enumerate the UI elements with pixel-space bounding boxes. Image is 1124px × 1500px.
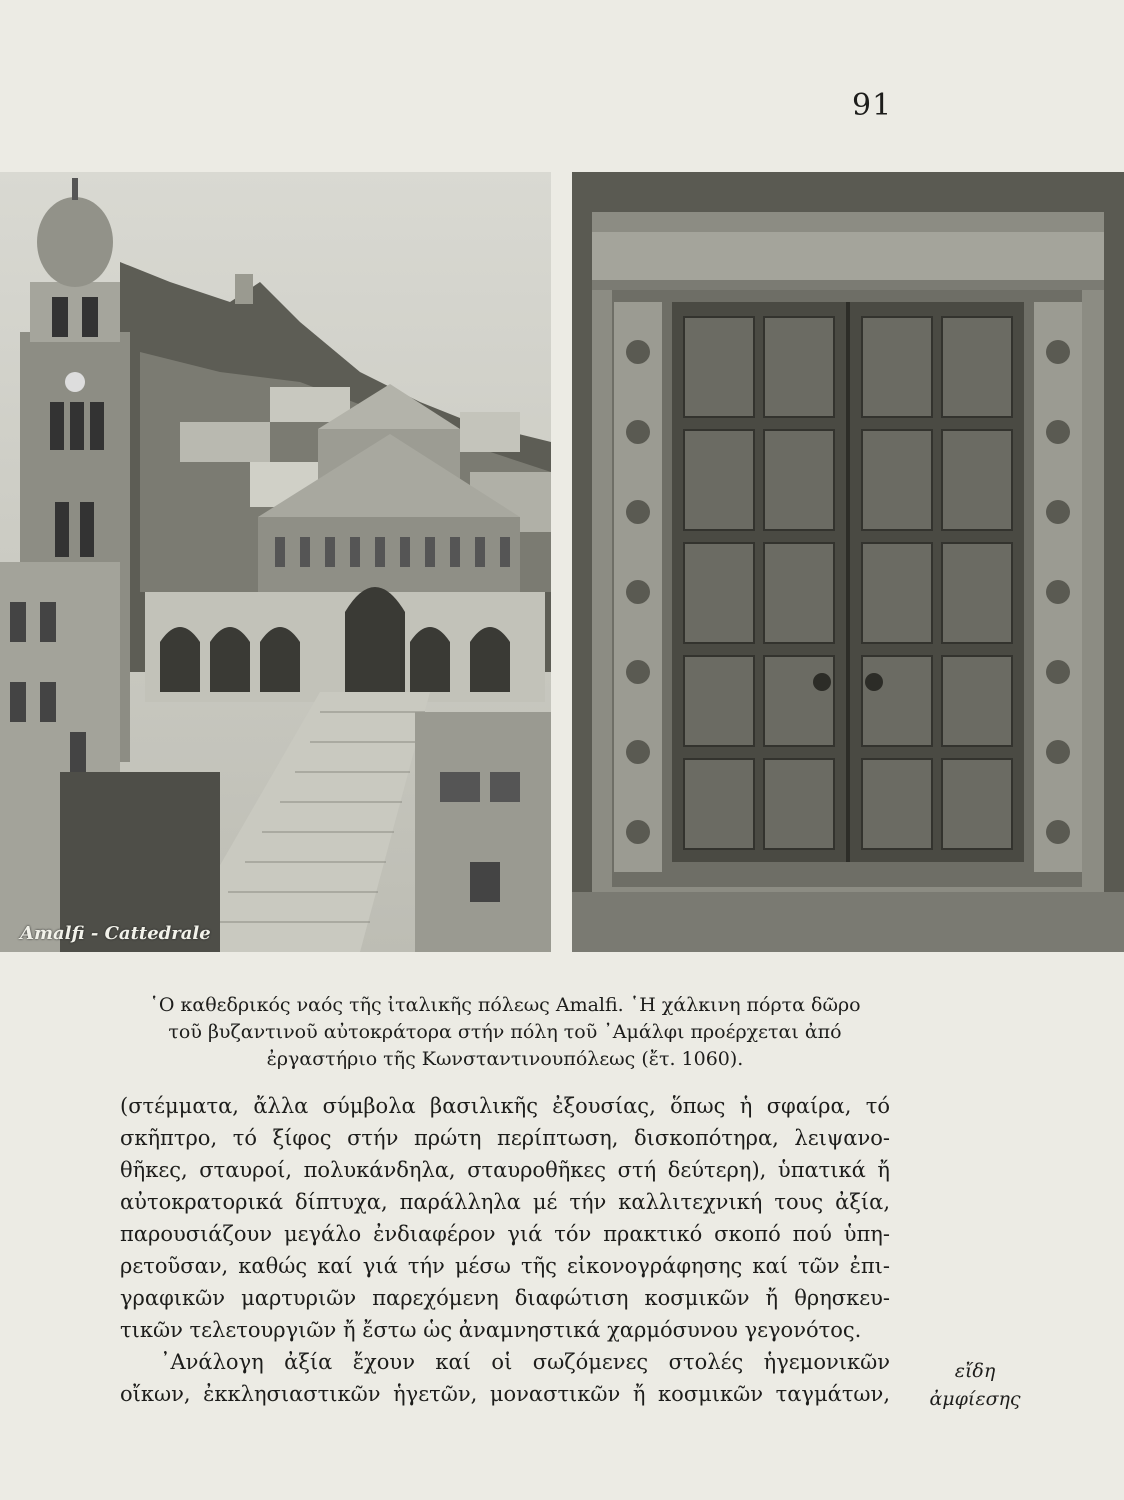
cathedral-illustration xyxy=(0,172,551,952)
bronze-door-photo xyxy=(572,172,1124,952)
body-line: ρετοῦσαν, καθώς καί γιά τήν μέσω τῆς εἰκονογράφησης καί τῶν ἐπι- xyxy=(120,1254,890,1278)
caption-line: ἐργαστήριο τῆς Κωνσταντινουπόλεως (ἔτ. 1060). xyxy=(266,1048,744,1070)
body-line: οἴκων, ἐκκλησιαστικῶν ἡγετῶν, μοναστικῶν ἤ κοσμικῶν ταγμάτων, xyxy=(120,1382,890,1406)
body-line: (στέμματα, ἄλλα σύμβολα βασιλικῆς ἐξουσίας, ὅπως ἡ σφαίρα, τό xyxy=(120,1094,890,1118)
photo-caption-overlay: Amalfi - Cattedrale xyxy=(20,923,211,944)
body-line: παρουσιάζουν μεγάλο ἐνδιαφέρον γιά τόν πρακτικό σκοπό πού ὑπη- xyxy=(120,1222,890,1246)
body-text xyxy=(120,1090,890,1410)
figure-caption xyxy=(120,992,890,1073)
body-line: αὐτοκρατορικά δίπτυχα, παράλληλα μέ τήν καλλιτεχνική τους ἀξία, xyxy=(120,1190,890,1214)
body-line: θῆκες, σταυροί, πολυκάνδηλα, σταυροθῆκες στή δεύτερη), ὑπατικά ἤ xyxy=(120,1158,890,1182)
margin-note xyxy=(920,1357,1030,1413)
margin-note-line: εἴδη xyxy=(954,1360,996,1382)
amalfi-cathedral-photo xyxy=(0,172,551,952)
margin-note-line: ἀμφίεσης xyxy=(929,1388,1021,1410)
body-line: τικῶν τελετουργιῶν ἤ ἔστω ὡς ἀναμνηστικά χαρμόσυνου γεγονότος. xyxy=(120,1318,862,1342)
body-line: σκῆπτρο, τό ξίφος στήν πρώτη περίπτωση, δισκοπότηρα, λειψανο- xyxy=(120,1126,890,1150)
caption-line: ῾Ο καθεδρικός ναός τῆς ἰταλικῆς πόλεως Amalfi. ῾Η χάλκινη πόρτα δῶρο xyxy=(149,994,861,1016)
page-number: 91 xyxy=(852,88,893,123)
caption-line: τοῦ βυζαντινοῦ αὐτοκράτορα στήν πόλη τοῦ ᾿Αμάλφι προέρχεται ἀπό xyxy=(168,1021,842,1043)
body-line: γραφικῶν μαρτυριῶν παρεχόμενη διαφώτιση κοσμικῶν ἤ θρησκευ- xyxy=(120,1286,890,1310)
body-line: ᾿Ανάλογη ἀξία ἔχουν καί οἱ σωζόμενες στολές ἡγεμονικῶν xyxy=(160,1350,890,1374)
bronze-door-illustration xyxy=(572,172,1124,952)
